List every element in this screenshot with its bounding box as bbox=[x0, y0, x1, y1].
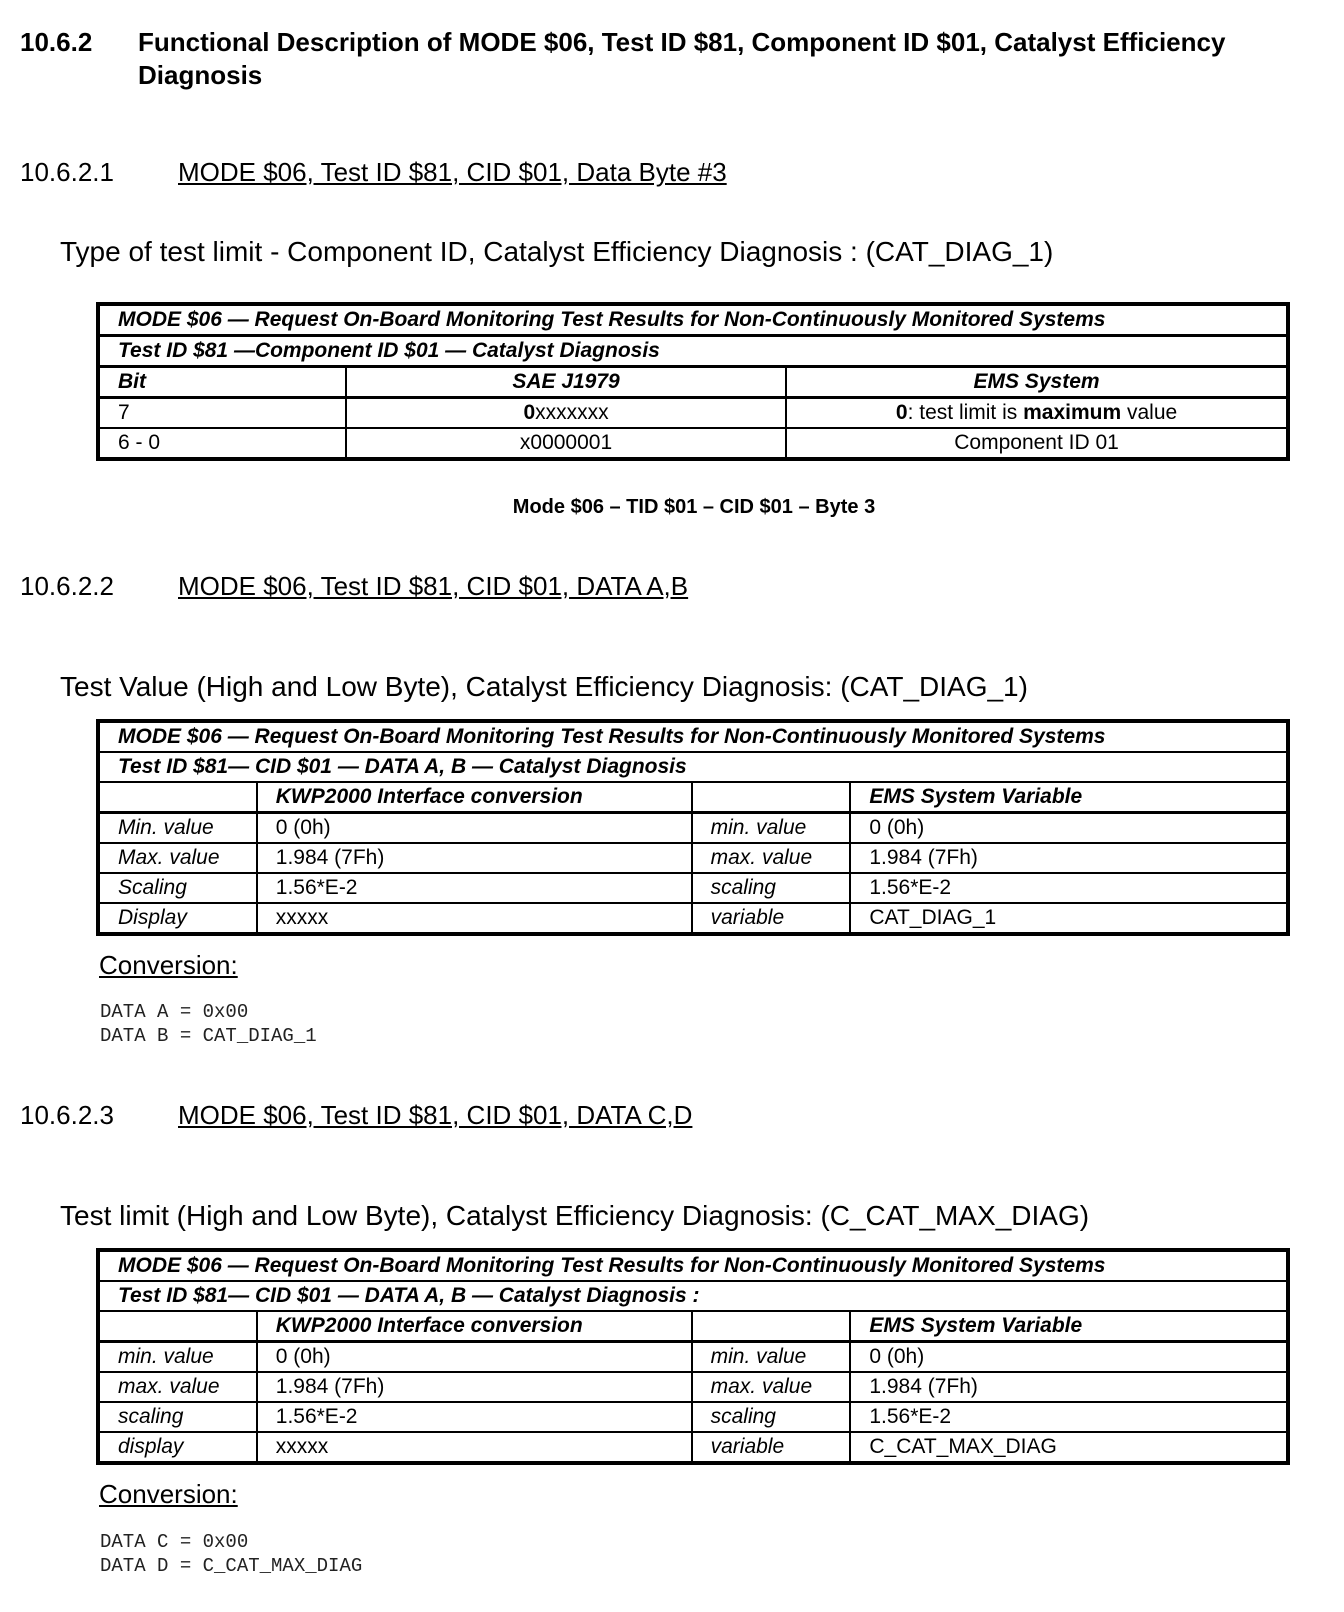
table-cell: x0000001 bbox=[346, 428, 786, 459]
byte3-table bbox=[96, 302, 1290, 461]
code-line: DATA D = C_CAT_MAX_DIAG bbox=[100, 1555, 363, 1577]
table-title: MODE $06 — Request On-Board Monitoring Test Results for Non-Continuously Monitored Systems bbox=[98, 304, 1288, 336]
table-cell: 1.56*E-2 bbox=[257, 1402, 692, 1432]
conversion-label: Conversion: bbox=[99, 950, 238, 980]
column-header: KWP2000 Interface conversion bbox=[257, 782, 692, 813]
section-intro: Test limit (High and Low Byte), Catalyst Efficiency Diagnosis: (C_CAT_MAX_DIAG) bbox=[60, 1200, 1090, 1231]
table-cell: C_CAT_MAX_DIAG bbox=[850, 1432, 1288, 1463]
table-cell: Component ID 01 bbox=[786, 428, 1288, 459]
table-header-row bbox=[98, 367, 1288, 398]
table-cell: Max. value bbox=[98, 843, 257, 873]
table-cell: variable bbox=[692, 1432, 851, 1463]
section-intro: Type of test limit - Component ID, Catalyst Efficiency Diagnosis : (CAT_DIAG_1) bbox=[60, 236, 1054, 267]
table-subtitle: Test ID $81— CID $01 — DATA A, B — Catalyst Diagnosis : bbox=[98, 1281, 1288, 1311]
table-cell bbox=[786, 398, 1288, 429]
column-header: EMS System Variable bbox=[850, 1311, 1288, 1342]
table-header-row bbox=[98, 1311, 1288, 1342]
table-title: MODE $06 — Request On-Board Monitoring Test Results for Non-Continuously Monitored Systems bbox=[98, 1250, 1288, 1281]
column-header: SAE J1979 bbox=[346, 367, 786, 398]
cell-text: xxxxxxx bbox=[535, 401, 609, 424]
table-cell: min. value bbox=[692, 1342, 851, 1373]
table-cell: 1.984 (7Fh) bbox=[850, 1372, 1288, 1402]
code-line: DATA B = CAT_DIAG_1 bbox=[100, 1025, 317, 1047]
table-cell: scaling bbox=[692, 1402, 851, 1432]
section-number: 10.6.2.2 bbox=[20, 571, 114, 601]
table-cell: variable bbox=[692, 903, 851, 934]
table-cell: Display bbox=[98, 903, 257, 934]
section-title: MODE $06, Test ID $81, CID $01, DATA A,B bbox=[178, 571, 689, 601]
table-cell: Min. value bbox=[98, 813, 257, 844]
section-heading-10-6-2-3 bbox=[20, 1100, 692, 1131]
table-cell: 1.984 (7Fh) bbox=[257, 843, 692, 873]
column-header: EMS System bbox=[786, 367, 1288, 398]
table-cell: 1.56*E-2 bbox=[850, 1402, 1288, 1432]
table-cell: 0 (0h) bbox=[257, 1342, 692, 1373]
table-cell: xxxxx bbox=[257, 1432, 692, 1463]
table-row bbox=[98, 1432, 1288, 1463]
table-cell: 6 - 0 bbox=[98, 428, 346, 459]
table-cell: max. value bbox=[98, 1372, 257, 1402]
table-cell: max. value bbox=[692, 1372, 851, 1402]
column-header: Bit bbox=[98, 367, 346, 398]
table-cell: min. value bbox=[692, 813, 851, 844]
section-number: 10.6.2.3 bbox=[20, 1100, 114, 1130]
table-cell: xxxxx bbox=[257, 903, 692, 934]
table-subtitle: Test ID $81 —Component ID $01 — Catalyst Diagnosis bbox=[98, 336, 1288, 367]
column-header bbox=[98, 782, 257, 813]
code-line: DATA A = 0x00 bbox=[100, 1001, 249, 1023]
table-cell: scaling bbox=[98, 1402, 257, 1432]
section-title: MODE $06, Test ID $81, CID $01, Data Byte #3 bbox=[178, 157, 727, 187]
table-row bbox=[98, 428, 1288, 459]
section-heading-10-6-2-2 bbox=[20, 571, 688, 602]
code-line: DATA C = 0x00 bbox=[100, 1531, 249, 1553]
cell-text: : test limit is bbox=[907, 401, 1024, 424]
section-title: MODE $06, Test ID $81, CID $01, DATA C,D bbox=[178, 1100, 693, 1130]
conversion-code bbox=[100, 1000, 317, 1048]
table-cell: 1.984 (7Fh) bbox=[850, 843, 1288, 873]
table-cell: 1.56*E-2 bbox=[257, 873, 692, 903]
table-row bbox=[98, 843, 1288, 873]
table-row bbox=[98, 1402, 1288, 1432]
conversion-code bbox=[100, 1530, 362, 1578]
bold-text: 0 bbox=[895, 401, 908, 424]
table-row bbox=[98, 398, 1288, 429]
table-row bbox=[98, 873, 1288, 903]
table-cell: CAT_DIAG_1 bbox=[850, 903, 1288, 934]
main-heading-title: Functional Description of MODE $06, Test ID $81, Component ID $01, Catalyst Efficiency Diagnosis bbox=[138, 27, 1226, 90]
bold-text: maximum bbox=[1023, 401, 1122, 424]
table-cell: 7 bbox=[98, 398, 346, 429]
table-cell: scaling bbox=[692, 873, 851, 903]
table-row bbox=[98, 1372, 1288, 1402]
data-ab-table bbox=[96, 719, 1290, 936]
table-header-row bbox=[98, 782, 1288, 813]
column-header bbox=[98, 1311, 257, 1342]
column-header bbox=[692, 782, 851, 813]
table-cell: 0 (0h) bbox=[257, 813, 692, 844]
table-cell: 1.984 (7Fh) bbox=[257, 1372, 692, 1402]
cell-text: value bbox=[1121, 401, 1178, 424]
table-cell: min. value bbox=[98, 1342, 257, 1373]
bold-text: 0 bbox=[523, 401, 536, 424]
table-subtitle: Test ID $81— CID $01 — DATA A, B — Catalyst Diagnosis bbox=[98, 752, 1288, 782]
column-header: EMS System Variable bbox=[850, 782, 1288, 813]
table-caption: Mode $06 – TID $01 – CID $01 – Byte 3 bbox=[512, 496, 876, 518]
table-cell: 0 (0h) bbox=[850, 813, 1288, 844]
column-header bbox=[692, 1311, 851, 1342]
main-heading-number: 10.6.2 bbox=[20, 27, 93, 57]
column-header: KWP2000 Interface conversion bbox=[257, 1311, 692, 1342]
table-title: MODE $06 — Request On-Board Monitoring Test Results for Non-Continuously Monitored Systems bbox=[98, 721, 1288, 752]
data-cd-table bbox=[96, 1248, 1290, 1465]
table-cell: max. value bbox=[692, 843, 851, 873]
table-cell: Scaling bbox=[98, 873, 257, 903]
table-cell: display bbox=[98, 1432, 257, 1463]
section-intro: Test Value (High and Low Byte), Catalyst Efficiency Diagnosis: (CAT_DIAG_1) bbox=[60, 671, 1028, 702]
table-cell: 1.56*E-2 bbox=[850, 873, 1288, 903]
table-row bbox=[98, 903, 1288, 934]
table-row bbox=[98, 1342, 1288, 1373]
conversion-label: Conversion: bbox=[99, 1479, 238, 1509]
table-cell: 0 (0h) bbox=[850, 1342, 1288, 1373]
table-cell bbox=[346, 398, 786, 429]
table-row bbox=[98, 813, 1288, 844]
section-heading-10-6-2-1 bbox=[20, 157, 727, 188]
section-number: 10.6.2.1 bbox=[20, 157, 114, 187]
